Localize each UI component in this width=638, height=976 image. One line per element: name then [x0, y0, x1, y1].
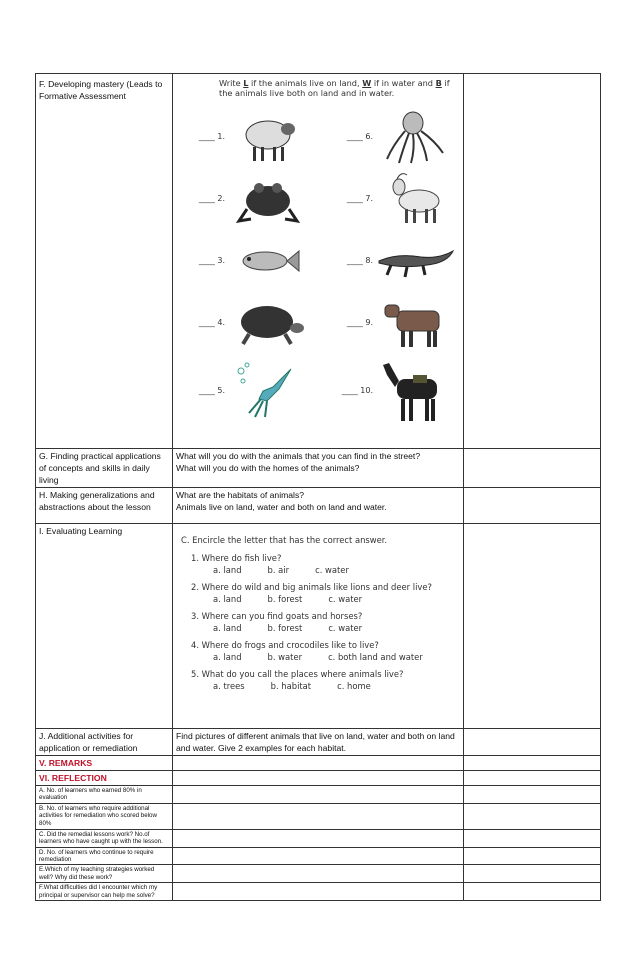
quiz-cell	[173, 524, 464, 729]
answer-options	[191, 593, 455, 605]
answer-blank: ____ 5.	[198, 386, 225, 395]
row-practical-applications	[36, 449, 601, 488]
cow-icon	[377, 294, 455, 352]
turtle-icon	[229, 294, 307, 352]
option-a[interactable]: a. land	[213, 594, 242, 604]
empty-cell	[464, 883, 601, 901]
empty-cell	[173, 803, 464, 829]
reflection-row	[36, 883, 601, 901]
fish-icon	[229, 232, 307, 290]
section-heading-reflection: VI. REFLECTION	[36, 771, 173, 786]
goat-icon	[377, 170, 455, 228]
row-developing-mastery	[36, 74, 601, 449]
answer-blank: ____ 2.	[198, 194, 225, 203]
answer-blank: ____ 6.	[346, 132, 373, 141]
option-b[interactable]: b. water	[267, 652, 303, 662]
quiz-question	[181, 668, 455, 692]
quiz-question	[181, 552, 455, 576]
row-reflection	[36, 771, 601, 786]
squid-icon	[229, 356, 307, 426]
option-c[interactable]: c. home	[337, 681, 371, 691]
empty-cell	[464, 803, 601, 829]
option-a[interactable]: a. land	[213, 652, 242, 662]
question-text: 2. Where do wild and big animals like lions and deer live?	[191, 582, 432, 592]
reflection-row	[36, 803, 601, 829]
reflection-row	[36, 786, 601, 804]
answer-blank: ____ 4.	[198, 318, 225, 327]
empty-cell	[464, 74, 601, 449]
empty-cell	[173, 865, 464, 883]
empty-cell	[173, 786, 464, 804]
empty-cell	[464, 729, 601, 756]
content-line: What will you do with the animals that you can find in the street?	[176, 451, 421, 461]
option-a[interactable]: a. trees	[213, 681, 245, 691]
lesson-plan-table	[35, 73, 601, 901]
reflection-item: C. Did the remedial lessons work? No.of learners who have caught up with the lesson.	[36, 829, 173, 847]
reflection-row	[36, 829, 601, 847]
section-heading-remarks: V. REMARKS	[36, 756, 173, 771]
empty-cell	[464, 524, 601, 729]
row-content	[173, 488, 464, 524]
content-line: What will you do with the homes of the animals?	[176, 463, 360, 473]
crocodile-icon	[377, 232, 455, 290]
quiz-question	[181, 639, 455, 663]
empty-cell	[173, 829, 464, 847]
row-label: H. Making generalizations and abstractions about the lesson	[36, 488, 173, 524]
row-content	[173, 449, 464, 488]
reflection-item: F.What difficulties did I encounter which my principal or supervisor can help me solve?	[36, 883, 173, 901]
option-c[interactable]: c. water	[328, 594, 363, 604]
empty-cell	[464, 488, 601, 524]
empty-cell	[173, 883, 464, 901]
letter-w: W	[362, 78, 372, 88]
animal-row	[179, 106, 457, 168]
option-c[interactable]: c. both land and water	[328, 652, 423, 662]
instruction-text: Write	[219, 78, 244, 88]
row-additional-activities	[36, 729, 601, 756]
answer-blank: ____ 1.	[198, 132, 225, 141]
answer-blank: ____ 3.	[198, 256, 225, 265]
question-text: 4. Where do frogs and crocodiles like to live?	[191, 640, 379, 650]
content-line: What are the habitats of animals?	[176, 490, 305, 500]
empty-cell	[464, 865, 601, 883]
empty-cell	[173, 771, 464, 786]
answer-options	[191, 564, 455, 576]
option-a[interactable]: a. land	[213, 565, 242, 575]
row-generalizations	[36, 488, 601, 524]
answer-blank: ____ 10.	[341, 386, 373, 395]
option-c[interactable]: c. water	[328, 623, 363, 633]
option-b[interactable]: b. habitat	[270, 681, 312, 691]
option-a[interactable]: a. land	[213, 623, 242, 633]
question-text: 3. Where can you find goats and horses?	[191, 611, 363, 621]
answer-options	[191, 680, 455, 692]
reflection-item: A. No. of learners who earned 80% in evaluation	[36, 786, 173, 804]
instruction-text: if the animals live both on land and in water.	[219, 78, 450, 98]
empty-cell	[464, 771, 601, 786]
letter-l: L	[243, 78, 249, 88]
empty-cell	[464, 829, 601, 847]
instruction-text: if in water and	[371, 78, 436, 88]
empty-cell	[464, 756, 601, 771]
row-remarks	[36, 756, 601, 771]
empty-cell	[464, 847, 601, 865]
animal-row	[179, 230, 457, 292]
question-text: 5. What do you call the places where animals live?	[191, 669, 404, 679]
empty-cell	[464, 449, 601, 488]
quiz	[181, 534, 455, 692]
row-label: G. Finding practical applications of concepts and skills in daily living	[36, 449, 173, 488]
horse-icon	[377, 356, 455, 426]
answer-options	[191, 651, 455, 663]
option-c[interactable]: c. water	[315, 565, 349, 575]
reflection-item: B. No. of learners who require additional activities for remediation who scored below 80%	[36, 803, 173, 829]
row-label: F. Developing mastery (Leads to Formative Assessment	[36, 74, 173, 449]
answer-blank: ____ 8.	[346, 256, 373, 265]
frog-icon	[229, 170, 307, 228]
worksheet-instruction	[179, 78, 457, 98]
row-evaluating-learning	[36, 524, 601, 729]
row-content: Find pictures of different animals that live on land, water and both on land and water. Give 2 examples for each habitat.	[173, 729, 464, 756]
animal-grid	[179, 106, 457, 428]
option-b[interactable]: b. forest	[267, 594, 303, 604]
empty-cell	[464, 786, 601, 804]
letter-b: B	[435, 78, 442, 88]
option-b[interactable]: b. forest	[267, 623, 303, 633]
animal-row	[179, 354, 457, 428]
question-text: 1. Where do fish live?	[191, 553, 282, 563]
octopus-icon	[377, 108, 455, 166]
answer-blank: ____ 9.	[346, 318, 373, 327]
animal-row	[179, 168, 457, 230]
worksheet-cell	[173, 74, 464, 449]
reflection-row	[36, 847, 601, 865]
animal-row	[179, 292, 457, 354]
quiz-question	[181, 581, 455, 605]
reflection-row	[36, 865, 601, 883]
empty-cell	[173, 756, 464, 771]
sheep-icon	[229, 108, 307, 166]
reflection-item: E.Which of my teaching strategies worked well? Why did these work?	[36, 865, 173, 883]
row-label: I. Evaluating Learning	[36, 524, 173, 729]
instruction-text: if the animals live on land,	[248, 78, 363, 88]
row-label: J. Additional activities for application or remediation	[36, 729, 173, 756]
quiz-heading: C. Encircle the letter that has the correct answer.	[181, 535, 388, 545]
answer-options	[191, 622, 455, 634]
answer-blank: ____ 7.	[346, 194, 373, 203]
quiz-question	[181, 610, 455, 634]
empty-cell	[173, 847, 464, 865]
reflection-item: D. No. of learners who continue to require remediation	[36, 847, 173, 865]
option-b[interactable]: b. air	[267, 565, 290, 575]
content-line: Animals live on land, water and both on land and water.	[176, 502, 387, 512]
